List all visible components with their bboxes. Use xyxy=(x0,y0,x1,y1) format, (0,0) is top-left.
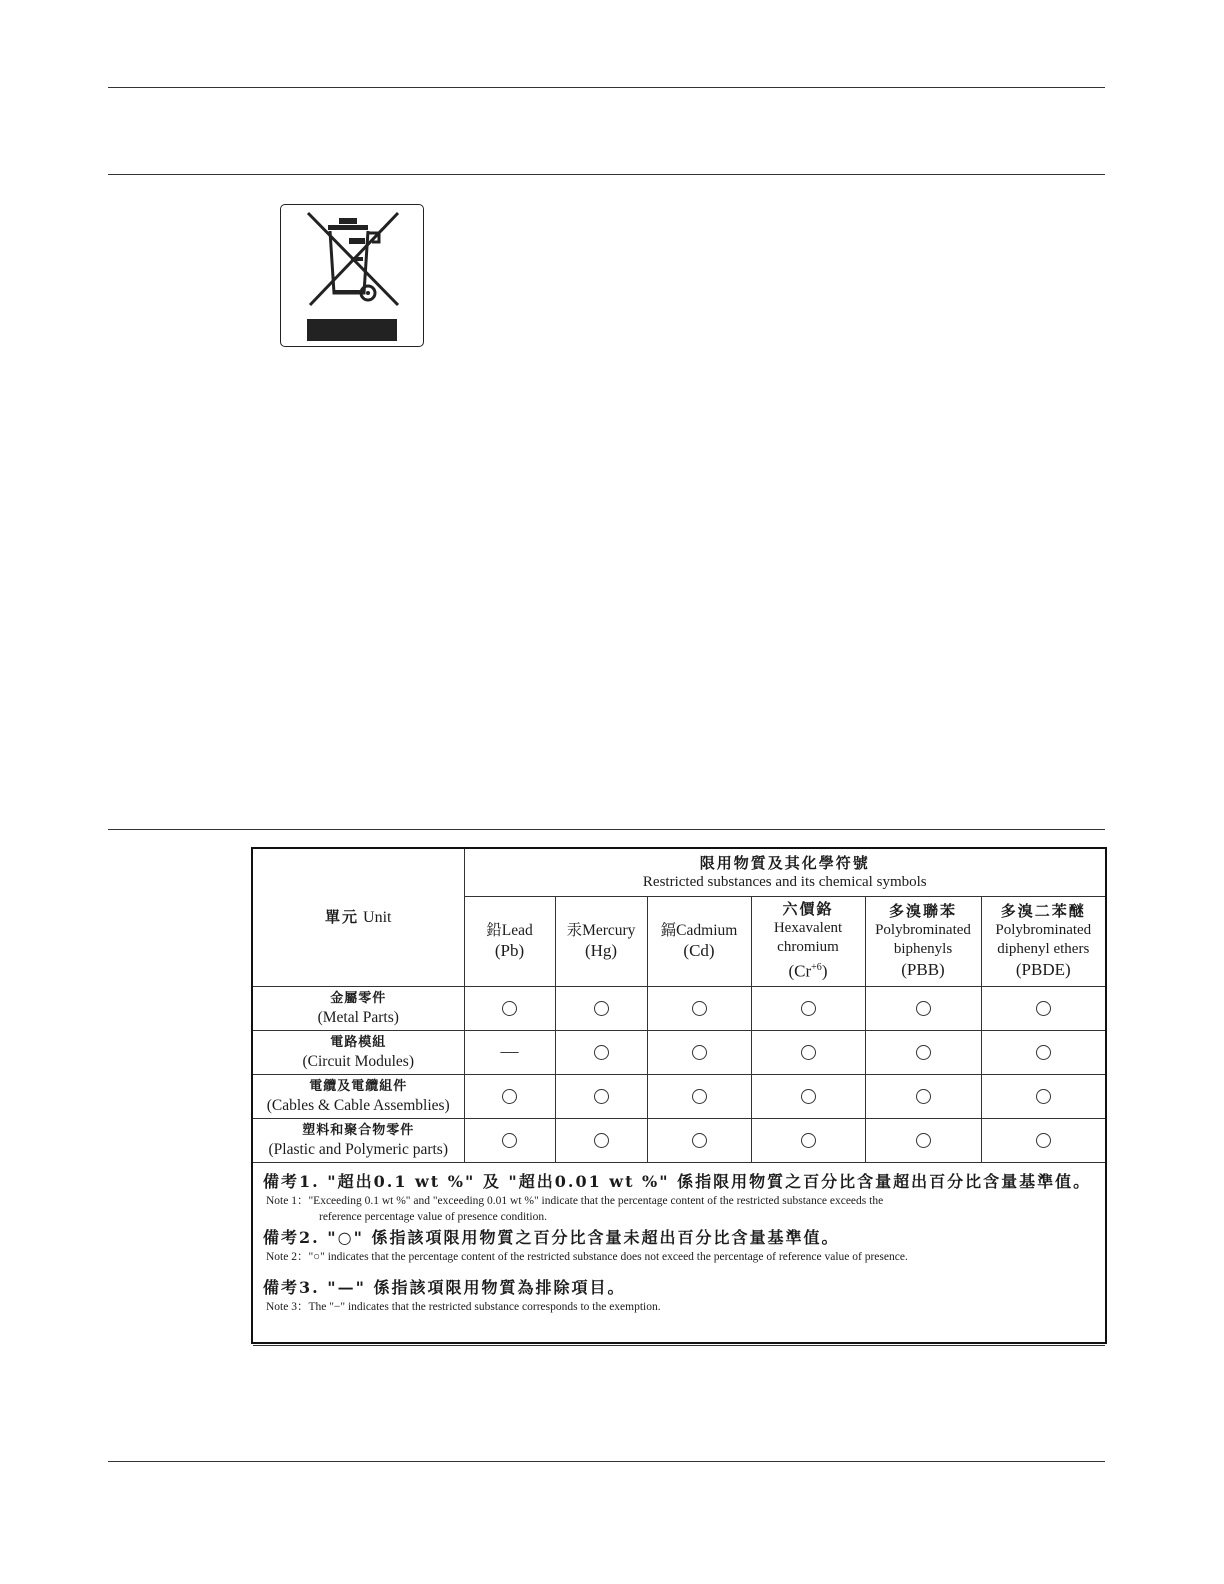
substance-mark-cell xyxy=(981,986,1105,1030)
substance-header-cadmium: 鎘Cadmium (Cd) xyxy=(647,896,751,986)
substance-mark-cell xyxy=(647,1074,751,1118)
substance-header-hexavalent-chromium: 六價鉻 Hexavalent chromium $(Cr^{+6})$ xyxy=(751,896,865,986)
unit-label-en: (Circuit Modules) xyxy=(302,1052,414,1070)
table-body xyxy=(253,986,1105,1162)
substance-mark-cell xyxy=(464,1030,555,1074)
unit-label-zh: 電路模組 xyxy=(330,1034,387,1050)
substance-mark-cell xyxy=(555,986,647,1030)
substance-mark-cell xyxy=(464,986,555,1030)
circle-mark-icon xyxy=(916,1133,931,1148)
circle-mark-icon xyxy=(692,1089,707,1104)
table-row xyxy=(253,1030,1105,1074)
unit-cell xyxy=(253,1118,464,1162)
note-3-zh: 備考3. "—" 係指該項限用物質為排除項目。 xyxy=(263,1277,626,1297)
substance-mark-cell xyxy=(647,1118,751,1162)
substance-mark-cell xyxy=(865,1118,981,1162)
note-3-en: Note 3：The "−" indicates that the restricted substance corresponds to the exemption. xyxy=(266,1300,661,1313)
substance-mark-cell xyxy=(981,1074,1105,1118)
restricted-substances-table xyxy=(253,849,1105,1346)
circle-mark-icon xyxy=(1036,1001,1051,1016)
circle-mark-icon xyxy=(594,1133,609,1148)
restricted-substances-table-frame xyxy=(251,847,1107,1344)
circle-mark-icon xyxy=(801,1045,816,1060)
substance-header-pbde: 多溴二苯醚 Polybrominated diphenyl ethers (PBDE) xyxy=(981,896,1105,986)
note-1-en-continued: reference percentage value of presence condition. xyxy=(319,1210,547,1223)
circle-mark-icon xyxy=(1036,1133,1051,1148)
table-row xyxy=(253,1074,1105,1118)
unit-label-zh: 金屬零件 xyxy=(330,990,387,1006)
footer-rule xyxy=(108,1461,1105,1462)
weee-crossed-bin-icon xyxy=(280,204,424,347)
circle-mark-icon xyxy=(916,1001,931,1016)
dash-mark: — xyxy=(500,1041,519,1061)
circle-mark-icon xyxy=(801,1089,816,1104)
circle-mark-icon xyxy=(594,1045,609,1060)
substance-mark-cell xyxy=(981,1118,1105,1162)
circle-mark-icon xyxy=(502,1133,517,1148)
substance-mark-cell xyxy=(751,986,865,1030)
unit-label-en: (Plastic and Polymeric parts) xyxy=(268,1140,448,1158)
substance-mark-cell xyxy=(555,1074,647,1118)
circle-mark-icon xyxy=(916,1045,931,1060)
circle-mark-icon xyxy=(502,1001,517,1016)
substance-mark-cell xyxy=(464,1118,555,1162)
circle-mark-icon xyxy=(692,1045,707,1060)
note-2-en: Note 2："○" indicates that the percentage content of the restricted substance does not exceed the percentage of reference value of presence. xyxy=(266,1250,908,1263)
circle-mark-icon xyxy=(692,1133,707,1148)
section-rule-1 xyxy=(108,174,1105,175)
section-rule-2 xyxy=(108,829,1105,830)
top-rule xyxy=(108,87,1105,88)
substance-header-pbb: 多溴聯苯 Polybrominated biphenyls (PBB) xyxy=(865,896,981,986)
substance-mark-cell xyxy=(464,1074,555,1118)
substance-mark-cell xyxy=(555,1118,647,1162)
notes-block xyxy=(253,1163,1105,1315)
circle-mark-icon xyxy=(502,1089,517,1104)
crossed-bin-graphic xyxy=(281,205,425,348)
substance-mark-cell xyxy=(647,986,751,1030)
restricted-substances-header: 限用物質及其化學符號 Restricted substances and its chemical symbols xyxy=(464,849,1105,896)
circle-mark-icon xyxy=(1036,1045,1051,1060)
unit-cell xyxy=(253,1030,464,1074)
substance-mark-cell xyxy=(865,986,981,1030)
substance-mark-cell xyxy=(865,1030,981,1074)
note-1-zh: 備考1. "超出0.1 wt %" 及 "超出0.01 wt %" 係指限用物質之百分比含量超出百分比含量基準值。 xyxy=(263,1171,1092,1191)
substance-mark-cell xyxy=(751,1118,865,1162)
table-row xyxy=(253,1118,1105,1162)
note-1-en: Note 1："Exceeding 0.1 wt %" and "exceeding 0.01 wt %" indicate that the percentage content of the restricted substance exceeds the xyxy=(266,1194,884,1207)
circle-mark-icon xyxy=(801,1001,816,1016)
unit-label-en: (Cables & Cable Assemblies) xyxy=(266,1096,450,1114)
circle-mark-icon xyxy=(594,1089,609,1104)
substance-mark-cell xyxy=(751,1074,865,1118)
substance-mark-cell xyxy=(865,1074,981,1118)
substance-header-lead: 鉛Lead (Pb) xyxy=(464,896,555,986)
circle-mark-icon xyxy=(801,1133,816,1148)
unit-cell xyxy=(253,1074,464,1118)
substance-mark-cell xyxy=(981,1030,1105,1074)
unit-label-en: (Metal Parts) xyxy=(317,1008,399,1026)
unit-cell xyxy=(253,986,464,1030)
note-2-zh: 備考2. "○" 係指該項限用物質之百分比含量未超出百分比含量基準值。 xyxy=(263,1227,840,1247)
circle-mark-icon xyxy=(916,1089,931,1104)
substance-mark-cell xyxy=(555,1030,647,1074)
circle-mark-icon xyxy=(692,1001,707,1016)
substance-mark-cell xyxy=(751,1030,865,1074)
substance-mark-cell xyxy=(647,1030,751,1074)
unit-label-zh: 塑料和聚合物零件 xyxy=(302,1122,415,1138)
unit-header: 單元 Unit xyxy=(253,849,464,986)
unit-label-zh: 電纜及電纜組件 xyxy=(309,1078,408,1094)
table-row xyxy=(253,986,1105,1030)
circle-mark-icon xyxy=(1036,1089,1051,1104)
notes-cell xyxy=(253,1162,1105,1345)
circle-mark-icon xyxy=(594,1001,609,1016)
substance-header-mercury: 汞Mercury (Hg) xyxy=(555,896,647,986)
